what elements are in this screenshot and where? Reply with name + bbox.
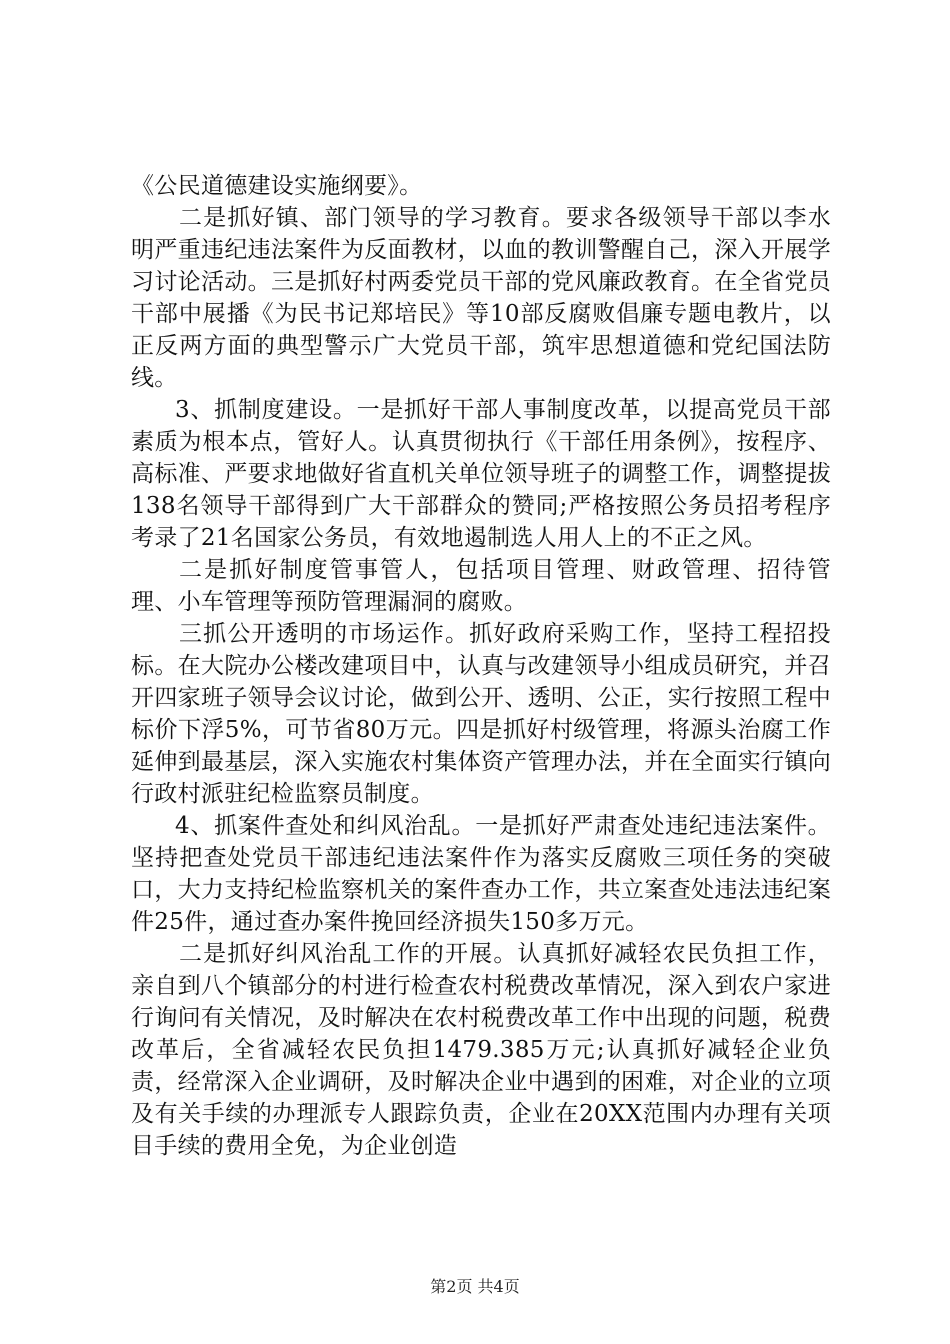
- paragraph-2: 二是抓好镇、部门领导的学习教育。要求各级领导干部以李水明严重违纪违法案件为反面教材，以血的教训警醒自己，深入开展学习讨论活动。三是抓好村两委党员干部的党风廉政教育。在全省党员干部中展播《为民书记郑培民》等10部反腐败倡廉专题电教片，以正反两方面的典型警示广大党员干部，筑牢思想道德和党纪国法防线。: [131, 205, 831, 391]
- paragraph-7: 二是抓好纠风治乱工作的开展。认真抓好减轻农民负担工作，亲自到八个镇部分的村进行检查农村税费改革情况，深入到农户家进行询问有关情况，及时解决在农村税费改革工作中出现的问题，税费改革后，全省减轻农民负担1479.385万元;认真抓好减轻企业负责，经常深入企业调研，及时解决企业中遇到的困难，对企业的立项及有关手续的办理派专人跟踪负责，企业在20XX范围内办理有关项目手续的费用全免，为企业创造: [131, 941, 831, 1159]
- document-body: [131, 170, 831, 1162]
- paragraph-3: 3、抓制度建设。一是抓好干部人事制度改革，以提高党员干部素质为根本点，管好人。认真贯彻执行《干部任用条例》，按程序、高标准、严要求地做好省直机关单位领导班子的调整工作，调整提拔138名领导干部得到广大干部群众的赞同;严格按照公务员招考程序考录了21名国家公务员，有效地遏制选人用人上的不正之风。: [131, 397, 831, 551]
- paragraph-1: 《公民道德建设实施纲要》。: [131, 173, 423, 199]
- paragraph-4: 二是抓好制度管事管人，包括项目管理、财政管理、招待管理、小车管理等预防管理漏洞的腐败。: [131, 557, 831, 615]
- paragraph-5: 三抓公开透明的市场运作。抓好政府采购工作，坚持工程招投标。在大院办公楼改建项目中，认真与改建领导小组成员研究，并召开四家班子领导会议讨论，做到公开、透明、公正，实行按照工程中标价下浮5%，可节省80万元。四是抓好村级管理，将源头治腐工作延伸到最基层，深入实施农村集体资产管理办法，并在全面实行镇向行政村派驻纪检监察员制度。: [131, 621, 831, 807]
- page-footer: 第2页 共4页: [430, 1277, 520, 1296]
- paragraph-6: 4、抓案件查处和纠风治乱。一是抓好严肃查处违纪违法案件。坚持把查处党员干部违纪违法案件作为落实反腐败三项任务的突破口，大力支持纪检监察机关的案件查办工作，共立案查处违法违纪案件25件，通过查办案件挽回经济损失150多万元。: [131, 813, 831, 935]
